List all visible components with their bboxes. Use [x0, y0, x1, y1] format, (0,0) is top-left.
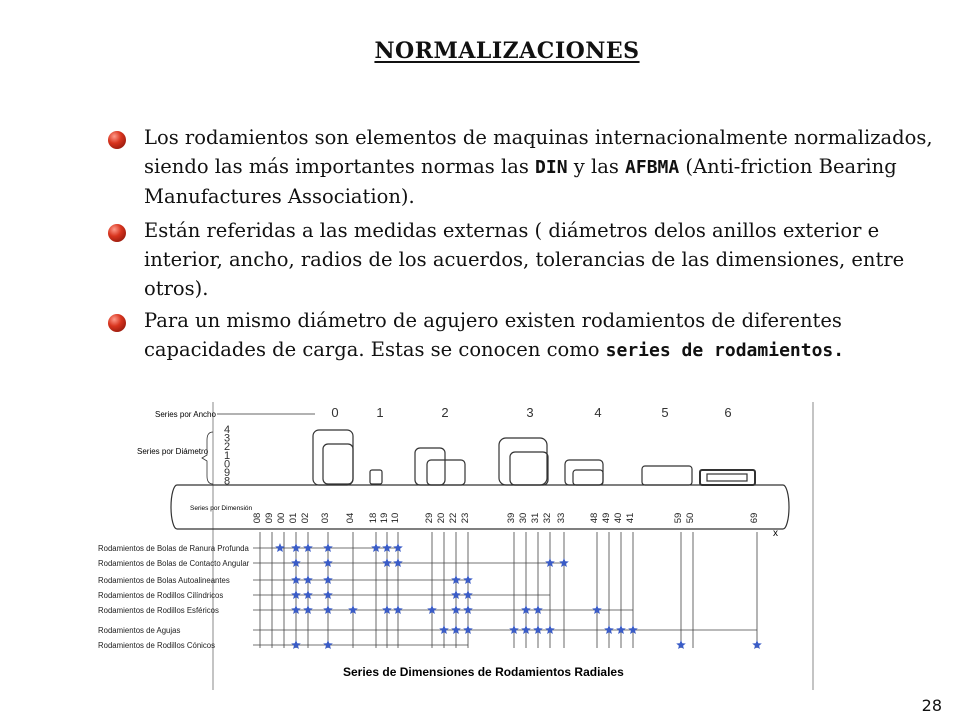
width-series-6: 6: [724, 405, 732, 420]
series-star-markers: [275, 543, 762, 649]
bullet-paragraph-2: [144, 216, 944, 303]
width-series-5: 5: [661, 405, 669, 420]
dimension-series-label: Series por Dimensión: [190, 505, 253, 512]
dimension-code-01: 01: [288, 512, 299, 524]
bullet-paragraph-1: [144, 123, 944, 211]
dimension-code-32: 32: [542, 512, 553, 524]
width-series-0: 0: [331, 405, 339, 420]
diameter-series-numbers: [224, 424, 230, 488]
width-series-4: 4: [594, 405, 602, 420]
star-marker: [275, 543, 285, 552]
bearing-type-label: Rodamientos de Bolas de Contacto Angular: [98, 559, 250, 568]
dimension-code-02: 02: [300, 512, 311, 524]
bullet-2-text: Están referidas a las medidas externas ( diámetros delos anillos exterior e interior, ancho, radios de los acuerdos, tolerancias de las dimensiones, entre otros).: [144, 219, 905, 300]
dimension-code-20: 20: [436, 512, 447, 524]
diameter-series-label: Series por Diámetro: [137, 447, 209, 456]
bearing-type-label: Rodamientos de Bolas de Ranura Profunda: [98, 544, 249, 553]
dimension-code-69: 69: [749, 512, 760, 524]
dimension-code-31: 31: [530, 512, 541, 524]
cylinder-end-mark: x: [773, 528, 778, 539]
diameter-series-4: 4: [223, 424, 231, 436]
bullet-paragraph-3: [144, 306, 944, 365]
diameter-series-9: 9: [223, 467, 231, 479]
dimension-code-30: 30: [518, 512, 529, 524]
dimension-code-04: 04: [345, 512, 356, 524]
slide-title: NORMALIZACIONES: [374, 38, 640, 64]
dimension-code-19: 19: [379, 512, 390, 524]
dimension-code-39: 39: [506, 512, 517, 524]
dimension-lines: [260, 532, 757, 648]
dimension-code-48: 48: [589, 512, 600, 524]
diameter-series-3: 3: [223, 432, 231, 445]
diameter-brace: [202, 432, 213, 484]
diameter-series-8: 8: [223, 475, 231, 488]
dimension-code-18: 18: [368, 512, 379, 524]
dimension-code-49: 49: [601, 512, 612, 524]
dimension-code-41: 41: [625, 512, 636, 524]
width-series-numbers: [331, 405, 731, 420]
width-series-3: 3: [526, 405, 534, 420]
dimension-code-10: 10: [390, 512, 401, 524]
bearing-type-label: Rodamientos de Rodillos Esféricos: [98, 606, 219, 615]
bearing-type-label: Rodamientos de Rodillos Cilíndricos: [98, 591, 224, 600]
bearing-outlines: [313, 430, 755, 485]
bullet-1-text-after: (Anti-friction Bearing Manufactures Association).: [144, 155, 897, 208]
dimension-code-08: 08: [252, 512, 263, 524]
dimension-code-59: 59: [673, 512, 684, 524]
bearing-type-label: Rodamientos de Bolas Autoalineantes: [98, 576, 230, 585]
bullet-icon: [108, 131, 126, 149]
diameter-series-1: 1: [223, 449, 231, 462]
dimension-code-33: 33: [556, 512, 567, 524]
bearing-type-label: Rodamientos de Rodillos Cónicos: [98, 641, 216, 650]
bullet-1-bold-afbma: AFBMA: [625, 157, 680, 178]
bearing-type-label: Rodamientos de Agujas: [98, 626, 181, 635]
bearing-type-labels: [98, 544, 250, 650]
dimension-code-40: 40: [613, 512, 624, 524]
dimension-code-50: 50: [685, 512, 696, 524]
bullet-3-bold: series de rodamientos.: [605, 340, 845, 361]
bullet-icon: [108, 224, 126, 242]
bullet-1-text-mid: y las: [567, 155, 626, 178]
bullet-3-text-before: Para un mismo diámetro de agujero existen rodamientos de diferentes capacidades de carga. Estas se conocen como: [144, 309, 842, 361]
bearing-series-diagram: [95, 400, 820, 696]
width-series-label: Series por Ancho: [155, 410, 216, 419]
width-series-1: 1: [376, 405, 384, 420]
page-number: 28: [921, 696, 942, 715]
dimension-code-29: 29: [424, 512, 435, 524]
bullet-icon: [108, 314, 126, 332]
dimension-code-23: 23: [460, 512, 471, 524]
diameter-series-0: 0: [223, 458, 231, 471]
diagram-caption: Series de Dimensiones de Rodamientos Radiales: [343, 665, 624, 679]
dimension-code-22: 22: [448, 512, 459, 524]
dimension-code-09: 09: [264, 512, 275, 524]
width-series-2: 2: [441, 405, 449, 420]
dimension-code-03: 03: [320, 512, 331, 524]
bullet-1-bold-din: DIN: [535, 157, 568, 178]
dimension-codes: [252, 513, 760, 524]
bullet-1-text-before: Los rodamientos son elementos de maquinas internacionalmente normalizados, siendo las más importantes normas las: [144, 126, 933, 178]
diameter-series-2: 2: [223, 441, 231, 454]
dimension-code-00: 00: [276, 512, 287, 524]
